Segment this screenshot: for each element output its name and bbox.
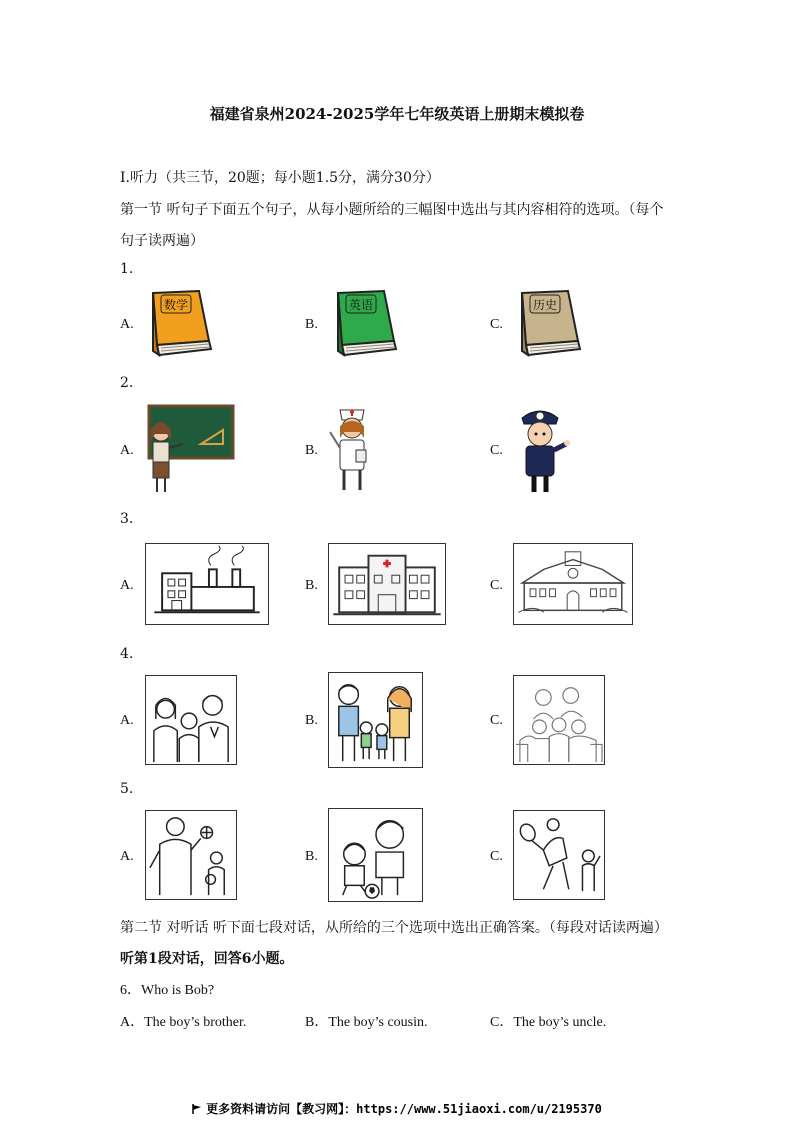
page-title: 福建省泉州2024-2025学年七年级英语上册期末模拟卷 — [209, 105, 585, 123]
option-label: B. — [305, 443, 318, 458]
question-number: 4. — [120, 646, 134, 662]
question-6-stem: 6．Who is Bob? — [120, 983, 215, 998]
teacher-picture — [143, 404, 235, 496]
q6-option-c: C．The boy’s uncle. — [490, 1015, 607, 1030]
option-label: A. — [120, 578, 134, 593]
option-label: A. — [120, 317, 134, 332]
question-number: 5. — [120, 781, 134, 797]
school-picture — [513, 543, 633, 625]
option-label: A. — [120, 443, 134, 458]
book-label: 英语 — [349, 298, 374, 312]
flag-icon — [192, 1104, 202, 1114]
option-label: A. — [120, 713, 134, 728]
footer-text: 更多资料请访问【教习网】：https://www.51jiaoxi.com/u/2195370 — [206, 1102, 602, 1116]
option-label: C. — [490, 713, 503, 728]
option-label: C. — [490, 317, 503, 332]
extended-family-picture — [513, 675, 605, 765]
family-of-four-picture — [328, 672, 423, 768]
section-heading: I.听力（共三节，20题；每小题1.5分，满分30分） — [120, 170, 440, 186]
policewoman-picture — [512, 404, 572, 496]
hospital-picture — [328, 543, 446, 625]
question-number: 1. — [120, 261, 134, 277]
option-label: C. — [490, 578, 503, 593]
option-label: A. — [120, 849, 134, 864]
q6-option-a: A．The boy’s brother. — [120, 1015, 247, 1030]
option-label: C. — [490, 443, 503, 458]
family-of-three-picture — [145, 675, 237, 765]
option-label: B. — [305, 578, 318, 593]
part1-instruction-line1: 第一节 听句子下面五个句子，从每小题所给的三幅图中选出与其内容相符的选项。（每个 — [120, 202, 664, 218]
question-number: 3. — [120, 511, 134, 527]
basketball-picture — [145, 810, 237, 900]
question-number: 2. — [120, 375, 134, 391]
option-label: B. — [305, 713, 318, 728]
soccer-picture — [328, 808, 423, 902]
option-label: B. — [305, 849, 318, 864]
option-label: B. — [305, 317, 318, 332]
part2-instruction: 听第1段对话，回答6小题。 — [120, 951, 294, 967]
factory-picture — [145, 543, 269, 625]
q6-option-b: B．The boy’s cousin. — [305, 1015, 428, 1030]
tennis-picture — [513, 810, 605, 900]
part2-heading: 第二节 对听话 听下面七段对话，从所给的三个选项中选出正确答案。（每段对话读两遍） — [120, 920, 668, 936]
book-label: 数学 — [164, 298, 189, 312]
option-label: C. — [490, 849, 503, 864]
book-label: 历史 — [533, 298, 558, 312]
nurse-picture — [326, 404, 378, 496]
part1-instruction-line2: 句子读两遍） — [120, 233, 204, 249]
footer-link[interactable] — [0, 1100, 794, 1117]
